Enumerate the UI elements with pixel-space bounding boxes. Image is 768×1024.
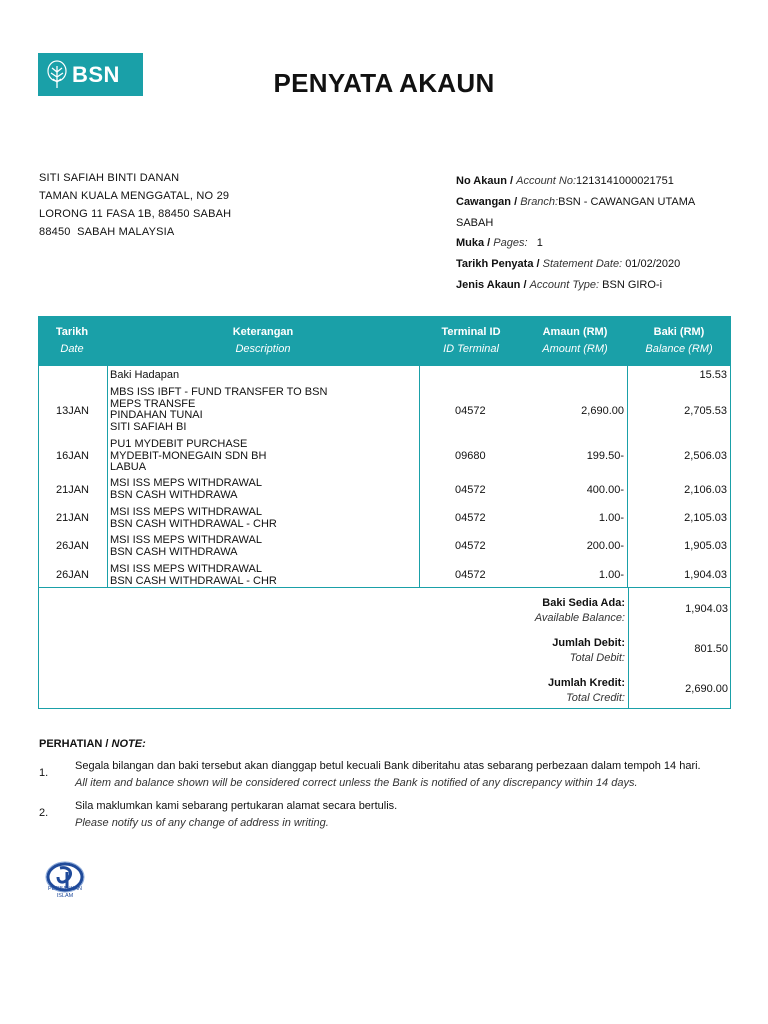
note-number: 1. [39, 767, 49, 779]
header-label-en: Balance (RM) [645, 343, 713, 355]
label-en: Total Debit: [569, 652, 625, 664]
column-divider [627, 366, 628, 587]
statement-date-label: Tarikh Penyata / [456, 258, 540, 271]
pages-label: Muka / [456, 237, 491, 250]
row-description: MBS ISS IBFT - FUND TRANSFER TO BSN MEPS TRANSFE PINDAHAN TUNAI SITI SAFIAH BI [110, 386, 328, 433]
available-balance: 1,904.03 [685, 603, 728, 615]
statement-date: 01/02/2020 [625, 258, 681, 271]
row-date: 26JAN [55, 540, 89, 552]
row-date: 26JAN [55, 569, 89, 581]
row-terminal: 04572 [455, 405, 486, 417]
row-date: 13JAN [55, 405, 89, 417]
customer-address [39, 169, 231, 241]
label-ms: Jumlah Debit: [552, 637, 625, 649]
header-description [107, 324, 419, 358]
note-title-en: NOTE: [111, 738, 146, 750]
row-balance: 2,506.03 [684, 450, 727, 462]
total-debit-label [552, 636, 625, 666]
header-amount [523, 324, 627, 358]
header-label: Keterangan [232, 326, 294, 338]
account-no: 1213141000021751 [576, 175, 674, 187]
branch-label: Cawangan / [456, 195, 518, 208]
row-terminal: 04572 [455, 540, 486, 552]
note-text-en: Please notify us of any change of address in writing. [75, 817, 329, 829]
note-text-en: All item and balance shown will be considered correct unless the Bank is notified of any discrepancy within 14 days. [75, 777, 638, 789]
row-date: 21JAN [55, 484, 89, 496]
row-amount: 200.00- [586, 540, 624, 552]
summary-box [38, 588, 731, 709]
label-en: Available Balance: [534, 612, 625, 624]
total-debit-row [39, 636, 732, 676]
row-amount: 2,690.00 [581, 405, 624, 417]
table-header [38, 316, 731, 365]
note-title-ms: PERHATIAN / [39, 738, 109, 750]
row-date: 21JAN [55, 512, 89, 524]
account-no-label-en: Account No: [516, 175, 577, 187]
total-credit-row [39, 676, 732, 716]
row-balance: 2,705.53 [684, 405, 727, 417]
pages-row [456, 233, 736, 254]
header-date [38, 324, 106, 358]
row-description: MSI ISS MEPS WITHDRAWAL BSN CASH WITHDRAWAL - CHR [110, 506, 277, 530]
header-label-en: Amount (RM) [542, 343, 608, 355]
column-divider [107, 366, 108, 587]
account-type: BSN GIRO-i [602, 278, 663, 291]
row-amount: 1.00- [598, 569, 624, 581]
account-type-label: Jenis Akaun / [456, 278, 527, 291]
total-credit-label [548, 676, 625, 706]
label-ms: Baki Sedia Ada: [542, 597, 625, 609]
branch: BSN - CAWANGAN UTAMA [558, 195, 696, 208]
branch-line2: SABAH [456, 216, 494, 229]
row-amount: 1.00- [598, 512, 624, 524]
note-item [75, 798, 745, 832]
address-line: LORONG 11 FASA 1B, 88450 SABAH [39, 208, 232, 220]
account-type-label-en: Account Type: [529, 278, 600, 291]
account-info [456, 171, 736, 296]
logo-line: ISLAM [56, 893, 74, 899]
row-balance: 1,905.03 [684, 540, 727, 552]
total-credit: 2,690.00 [685, 683, 728, 695]
header-label: Tarikh [55, 326, 89, 338]
note-text-ms: Sila maklumkan kami sebarang pertukaran alamat secara bertulis. [75, 800, 398, 812]
account-no-label: No Akaun / [456, 175, 514, 187]
note-title [39, 738, 146, 750]
row-description: PU1 MYDEBIT PURCHASE MYDEBIT-MONEGAIN SDN BH LABUA [110, 438, 267, 473]
branch-row [456, 192, 736, 213]
note-item [75, 758, 745, 792]
row-description: MSI ISS MEPS WITHDRAWAL BSN CASH WITHDRAWAL - CHR [110, 563, 277, 587]
row-terminal: 04572 [455, 484, 486, 496]
account-no-row [456, 171, 736, 192]
row-amount: 199.50- [586, 450, 624, 462]
row-terminal: 04572 [455, 569, 486, 581]
statement-date-row [456, 254, 736, 275]
row-balance: 1,904.03 [684, 569, 727, 581]
header-label-en: Date [60, 343, 84, 355]
bsn-logo-text: BSN [72, 61, 120, 87]
address-line: SITI SAFIAH BINTI DANAN [39, 172, 180, 184]
branch-label-en: Branch: [520, 195, 559, 208]
label-en: Total Credit: [566, 692, 625, 704]
opening-description: Baki Hadapan [110, 369, 180, 381]
header-terminal [419, 324, 523, 358]
available-balance-label [535, 596, 625, 626]
header-label: Terminal ID [441, 326, 501, 338]
note-number: 2. [39, 807, 49, 819]
row-description: MSI ISS MEPS WITHDRAWAL BSN CASH WITHDRAWA [110, 477, 262, 501]
row-terminal: 04572 [455, 512, 486, 524]
label-ms: Jumlah Kredit: [547, 677, 625, 689]
row-description: MSI ISS MEPS WITHDRAWAL BSN CASH WITHDRAWA [110, 534, 262, 558]
column-divider [419, 366, 420, 587]
header-label-en: ID Terminal [443, 343, 499, 355]
address-line: 88450 SABAH MALAYSIA [39, 226, 175, 238]
account-type-row [456, 275, 736, 296]
transactions-table [38, 365, 731, 588]
row-amount: 400.00- [586, 484, 624, 496]
perbankan-islam-text [45, 886, 85, 900]
header-label-en: Description [235, 343, 291, 355]
opening-balance: 15.53 [699, 369, 727, 381]
pages-label-en: Pages: [493, 237, 528, 250]
logo-line: PERBANKAN [48, 886, 82, 892]
row-balance: 2,105.03 [684, 512, 727, 524]
note-text-ms: Segala bilangan dan baki tersebut akan dianggap betul kecuali Bank diberitahu atas sebarang perbezaan dalam tempoh 14 hari. [75, 760, 701, 772]
row-terminal: 09680 [455, 450, 486, 462]
header-label: Baki (RM) [653, 326, 705, 338]
header-label: Amaun (RM) [542, 326, 608, 338]
available-balance-row [39, 596, 732, 636]
row-balance: 2,106.03 [684, 484, 727, 496]
page-title: PENYATA AKAUN [273, 68, 495, 98]
row-date: 16JAN [55, 450, 89, 462]
statement-date-label-en: Statement Date: [542, 258, 623, 271]
header-balance [627, 324, 731, 358]
pages: 1 [536, 237, 543, 250]
address-line: TAMAN KUALA MENGGATAL, NO 29 [39, 190, 230, 202]
total-debit: 801.50 [694, 643, 728, 655]
